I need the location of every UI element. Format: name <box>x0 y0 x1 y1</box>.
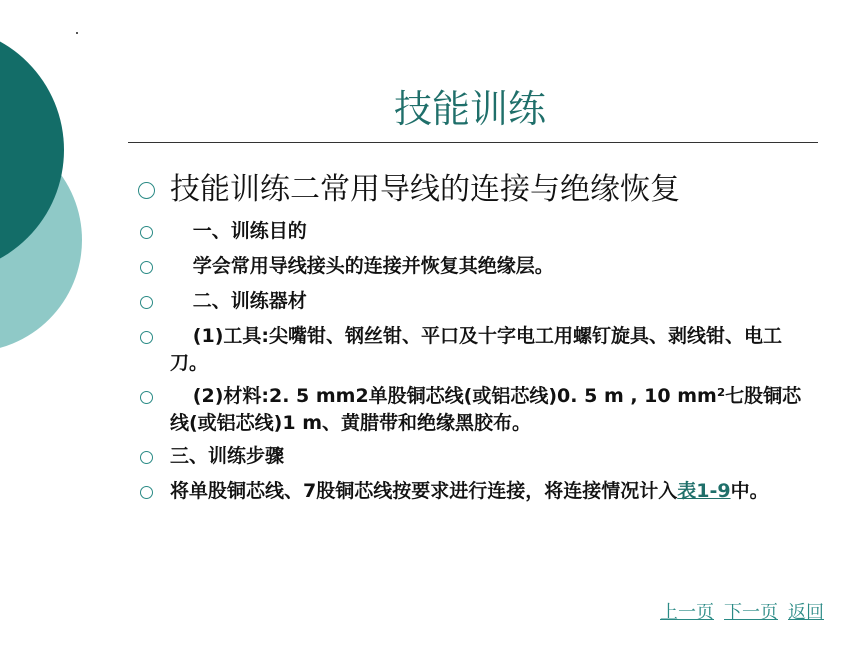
bullet-icon <box>140 226 153 239</box>
item-text: (2)材料:2. 5 mm2单股铜芯线(或铝芯线)0. 5 m , 10 mm²七股铜芯线(或铝芯线)1 m、黄腊带和绝缘黑胶布。 <box>170 385 802 434</box>
next-page-link[interactable]: 下一页 <box>724 602 778 623</box>
bullet-icon <box>140 296 153 309</box>
item-text: 一、训练目的 <box>192 220 307 242</box>
item-text: 学会常用导线接头的连接并恢复其绝缘层。 <box>192 255 554 277</box>
item-text: 二、训练器材 <box>192 290 307 312</box>
list-item <box>138 383 818 437</box>
back-link[interactable]: 返回 <box>788 602 824 623</box>
bullet-icon <box>140 261 153 274</box>
list-item <box>138 288 818 317</box>
decorative-circles <box>0 0 120 645</box>
list-item <box>138 170 818 210</box>
bullet-icon <box>140 391 153 404</box>
slide-navigation <box>650 598 824 624</box>
slide-title: 技能训练 <box>393 87 546 131</box>
list-item <box>138 253 818 282</box>
item-text: (1)工具:尖嘴钳、钢丝钳、平口及十字电工用螺钉旋具、剥线钳、电工刀。 <box>170 325 782 374</box>
slide-content <box>138 170 818 513</box>
list-item <box>138 443 818 472</box>
item-text <box>170 478 818 505</box>
table-link[interactable]: 表1-9 <box>677 480 731 502</box>
bullet-icon <box>140 451 153 464</box>
prev-page-link[interactable]: 上一页 <box>660 602 714 623</box>
item-text-before: 将单股铜芯线、7股铜芯线按要求进行连接，将连接情况计入 <box>170 480 678 502</box>
bullet-icon <box>140 486 153 499</box>
list-item <box>138 323 818 377</box>
item-text-after: 中。 <box>730 480 769 502</box>
bullet-icon <box>140 331 153 344</box>
title-divider <box>128 142 818 143</box>
decorative-dot <box>76 32 78 34</box>
list-item <box>138 478 818 507</box>
bullet-icon <box>138 182 155 199</box>
list-item <box>138 218 818 247</box>
training-heading: 技能训练二常用导线的连接与绝缘恢复 <box>170 172 680 207</box>
item-text: 三、训练步骤 <box>170 445 285 467</box>
